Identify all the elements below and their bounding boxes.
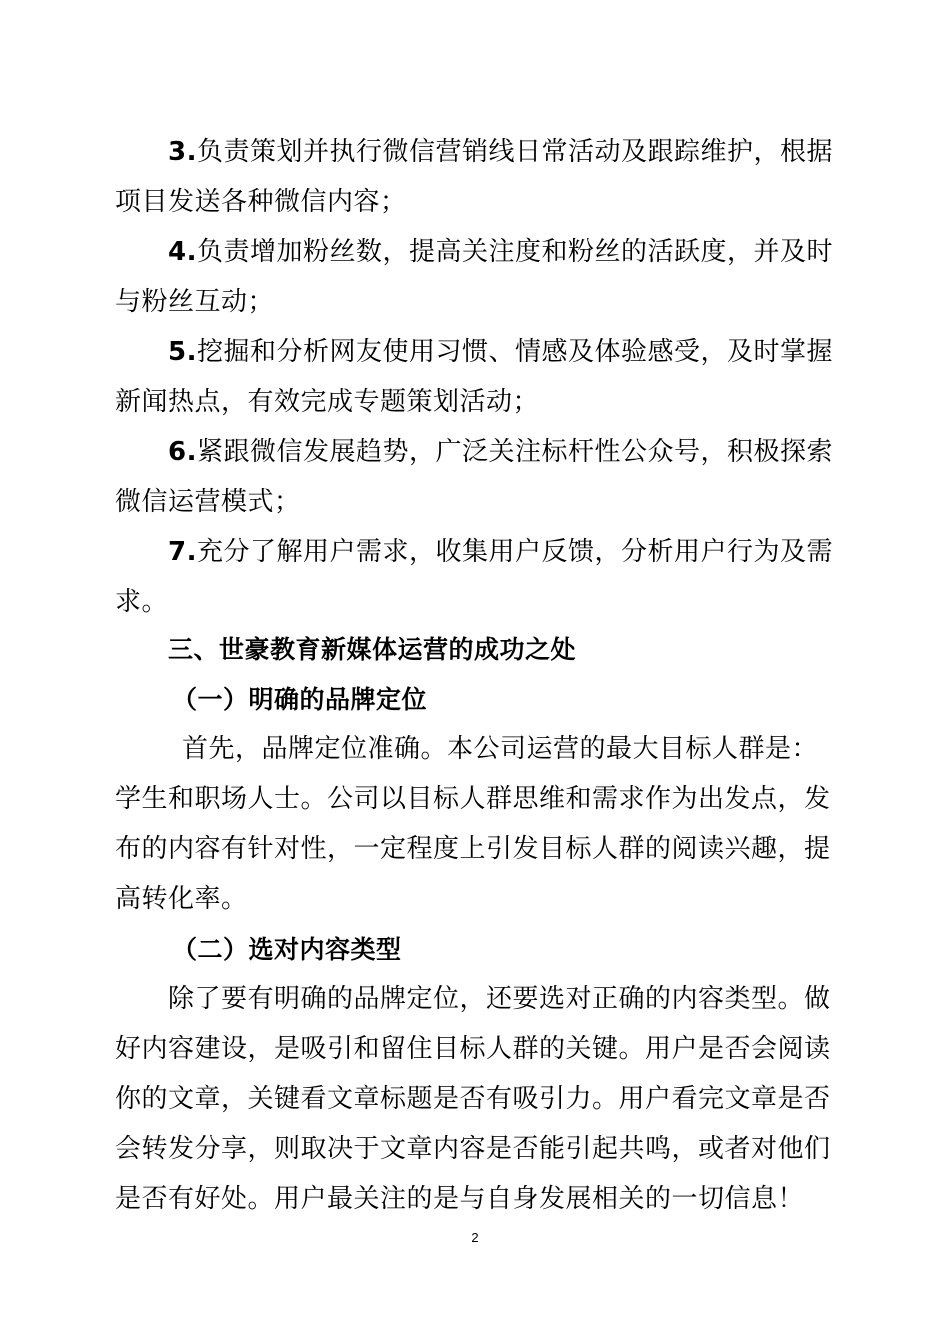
subsection-2-line-2: 好内容建设，是吸引和留住目标人群的关键。用户是否会阅读 — [115, 1034, 831, 1064]
subsection-2-line-3: 你的文章，关键看文章标题是否有吸引力。用户看完文章是否 — [115, 1084, 831, 1114]
list-item-3-line-2: 项目发送各种微信内容； — [115, 187, 407, 217]
list-item-7-line-2: 求。 — [115, 587, 169, 617]
list-item-4-line-2: 与粉丝互动； — [115, 287, 275, 317]
list-item-text: 负责策划并执行微信营销线日常活动及跟踪维护，根据 — [196, 137, 833, 167]
list-item-5-line-1 — [168, 334, 833, 370]
list-item-6-line-2: 微信运营模式； — [115, 487, 301, 517]
list-item-number: 7. — [168, 537, 197, 567]
list-item-3-line-1 — [168, 134, 833, 170]
list-item-number: 3. — [168, 137, 197, 167]
subsection-2-line-5: 是否有好处。用户最关注的是与自身发展相关的一切信息！ — [115, 1184, 805, 1214]
list-item-number: 5. — [168, 337, 197, 367]
subsection-1-heading: （一）明确的品牌定位 — [172, 685, 428, 714]
page-number: 2 — [471, 1230, 479, 1245]
subsection-1-line-3: 布的内容有针对性，一定程度上引发目标人群的阅读兴趣，提 — [115, 834, 831, 864]
list-item-4-line-1 — [168, 234, 833, 270]
list-item-number: 4. — [168, 237, 197, 267]
subsection-2-line-4: 会转发分享，则取决于文章内容是否能引起共鸣，或者对他们 — [115, 1134, 831, 1164]
subsection-1-line-1: 首先，品牌定位准确。本公司运营的最大目标人群是： — [182, 734, 819, 764]
list-item-text: 负责增加粉丝数，提高关注度和粉丝的活跃度，并及时 — [196, 237, 833, 267]
list-item-5-line-2: 新闻热点，有效完成专题策划活动； — [115, 387, 540, 417]
list-item-7-line-1 — [168, 534, 833, 570]
list-item-number: 6. — [168, 437, 197, 467]
subsection-1-line-2: 学生和职场人士。公司以目标人群思维和需求作为出发点，发 — [115, 784, 831, 814]
list-item-text: 挖掘和分析网友使用习惯、情感及体验感受，及时掌握 — [196, 337, 833, 367]
subsection-2-heading: （二）选对内容类型 — [172, 935, 402, 964]
subsection-2-line-1: 除了要有明确的品牌定位，还要选对正确的内容类型。做 — [168, 984, 831, 1014]
section-heading: 三、世豪教育新媒体运营的成功之处 — [168, 635, 577, 664]
subsection-1-line-4: 高转化率。 — [115, 884, 248, 914]
list-item-text: 充分了解用户需求，收集用户反馈，分析用户行为及需 — [196, 537, 833, 567]
list-item-text: 紧跟微信发展趋势，广泛关注标杆性公众号，积极探索 — [196, 437, 833, 467]
list-item-6-line-1 — [168, 434, 833, 470]
